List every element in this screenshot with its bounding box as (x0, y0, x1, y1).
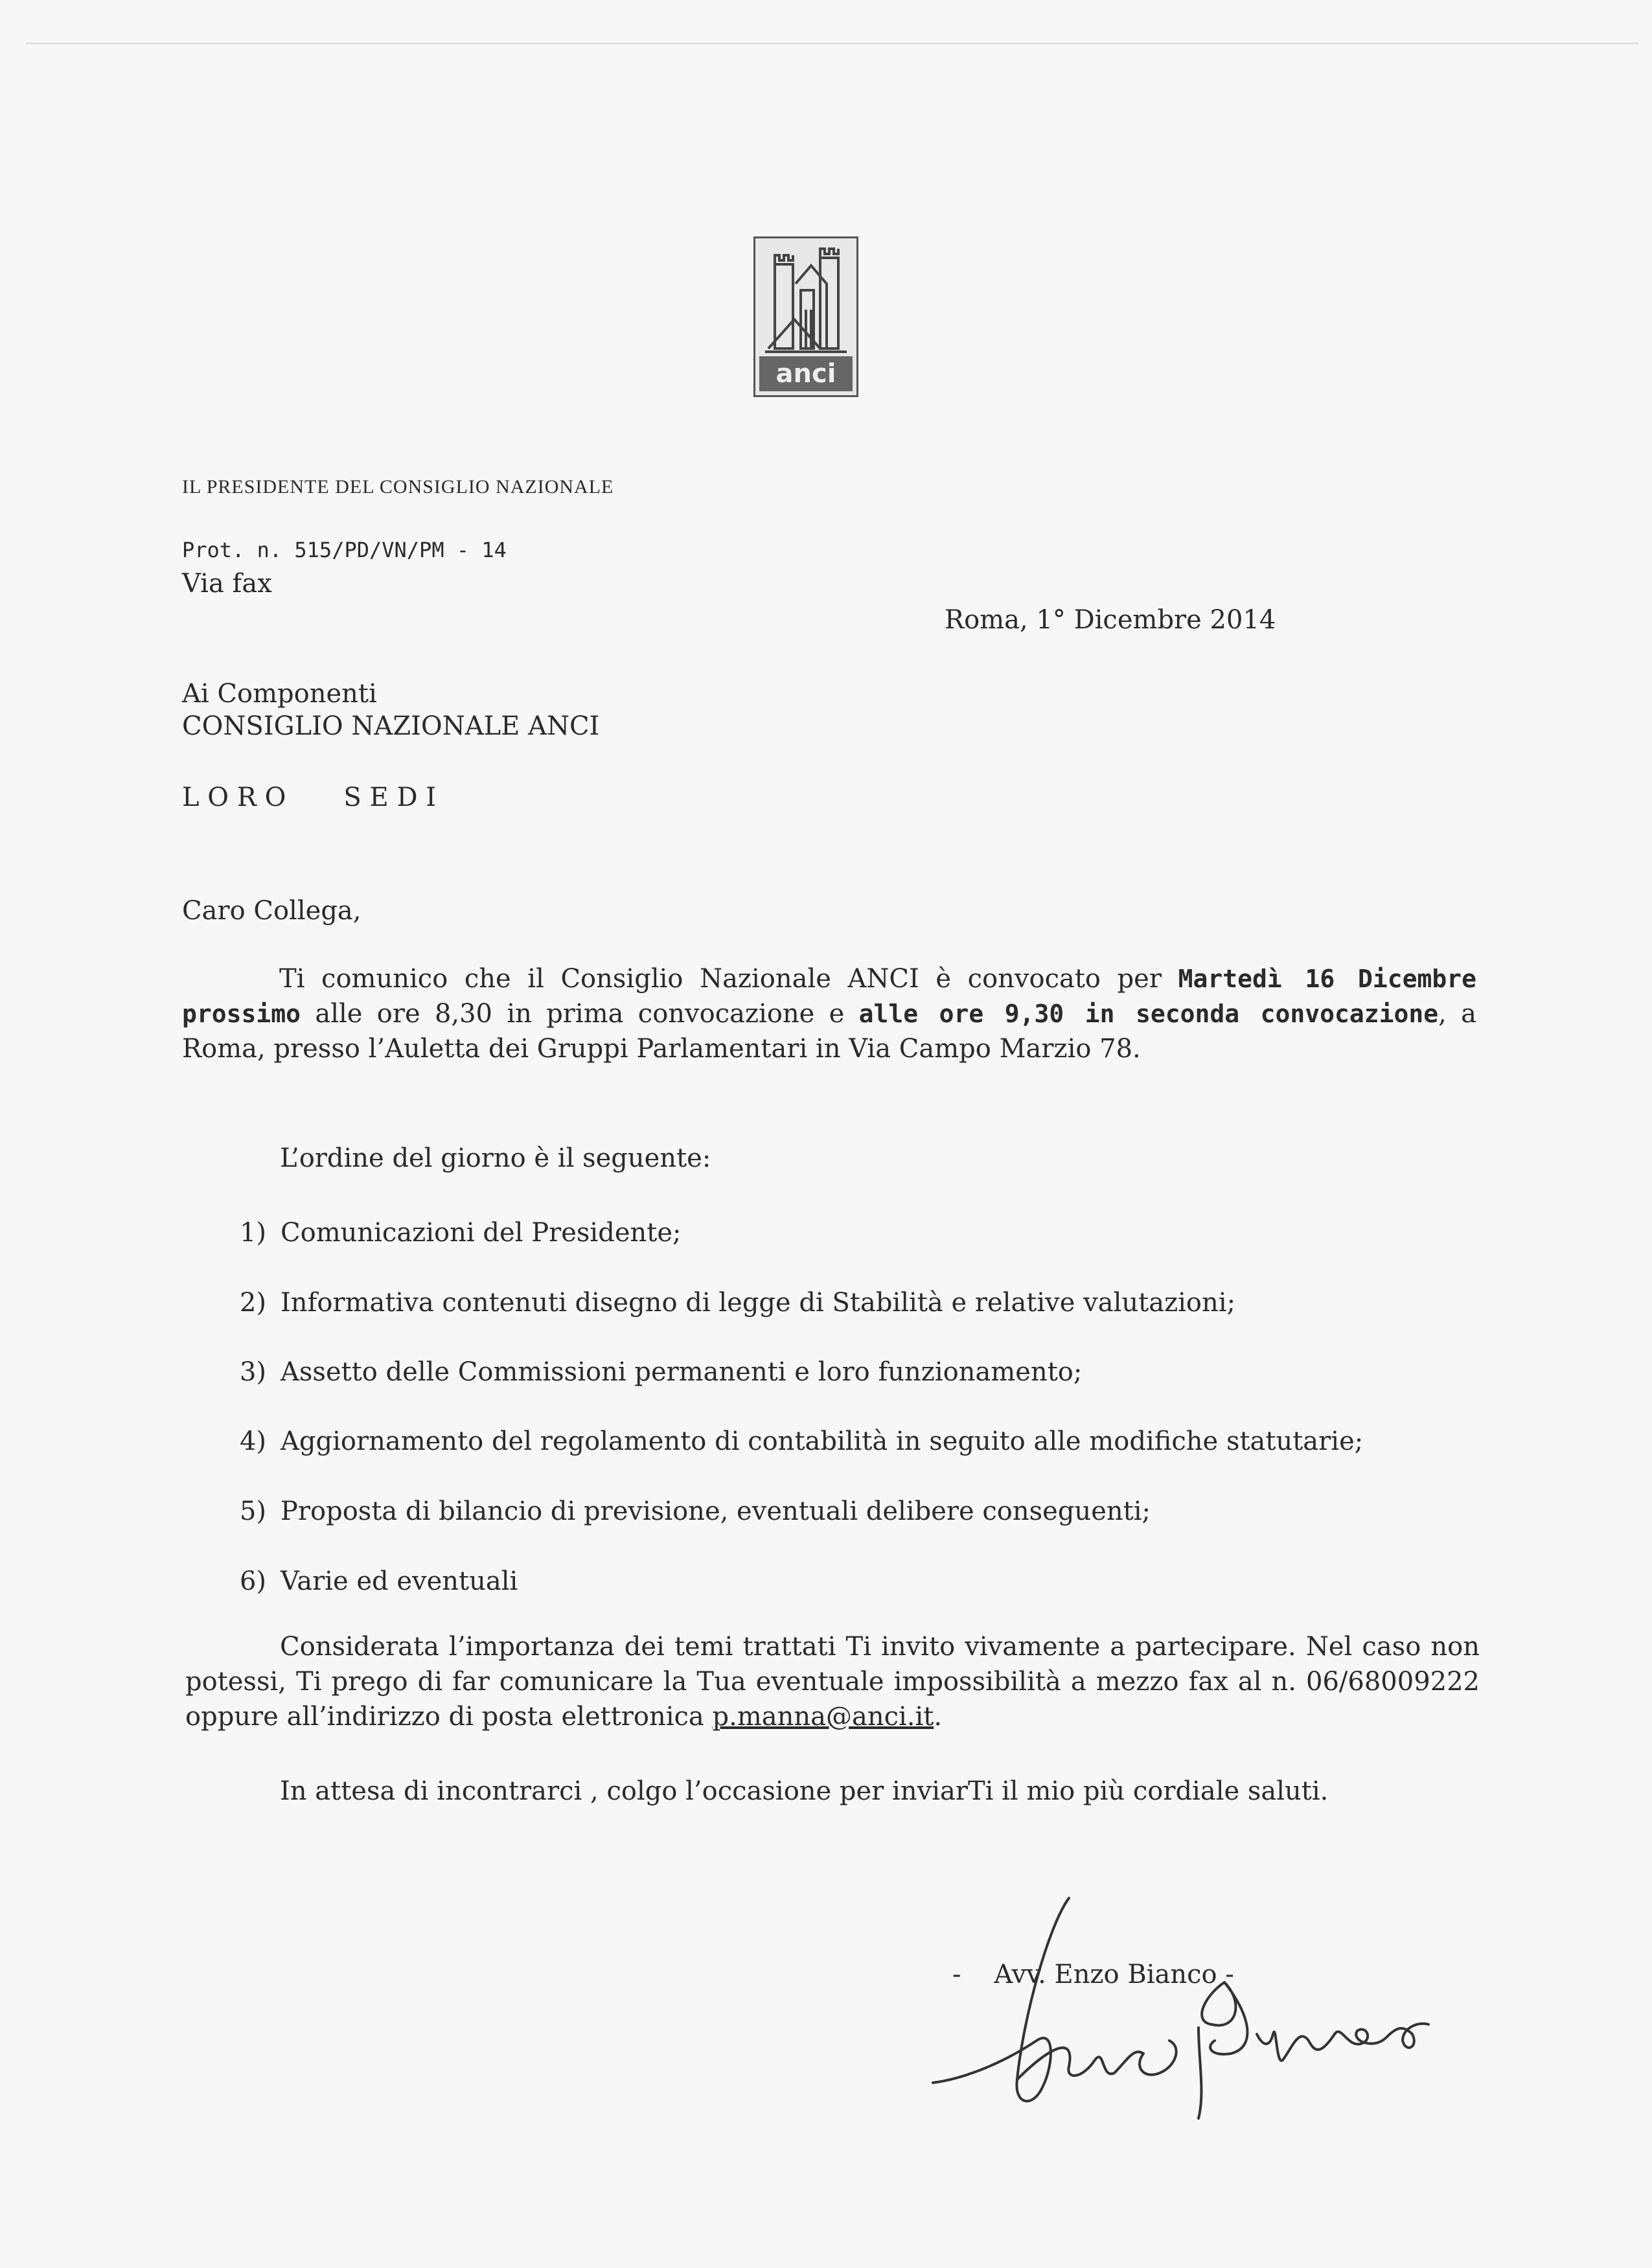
closing-line: In attesa di incontrarci , colgo l’occasione per inviarTi il mio più cordiale saluti. (280, 1776, 1329, 1806)
p2-text: Considerata l’importanza dei temi trattati Ti invito vivamente a partecipare. Nel caso non potessi, Ti prego di far comunicare la Tua eventuale impossibilità a mezzo fax al n. 06/68009222 oppure all’indirizzo di posta elettronica (185, 1632, 1480, 1732)
p1-time-bold: alle ore 9,30 in seconda convocazione (858, 1000, 1439, 1028)
paragraph-participation: Considerata l’importanza dei temi trattati Ti invito vivamente a partecipare. Nel caso non potessi, Ti prego di far comunicare la Tua eventuale impossibilità a mezzo fax al n. 06/68009222 oppure all’indirizzo di posta elettronica p.manna@anci.it. (185, 1632, 1480, 1732)
place-date: Roma, 1° Dicembre 2014 (945, 605, 1276, 635)
delivery-method: Via fax (182, 569, 272, 599)
agenda-item: 2) Informativa contenuti disegno di legge di Stabilità e relative valutazioni; (239, 1288, 1236, 1318)
addressee-line3: L O R O S E D I (182, 783, 437, 812)
agenda-intro: L’ordine del giorno è il seguente: (280, 1143, 711, 1173)
agenda-item: 1) Comunicazioni del Presidente; (239, 1218, 682, 1248)
addressee-line2: CONSIGLIO NAZIONALE ANCI (182, 711, 600, 741)
p1-date-bold: Martedì 16 Dicembre prossimo (182, 965, 1476, 1028)
office-title: IL PRESIDENTE DEL CONSIGLIO NAZIONALE (182, 476, 614, 498)
protocol-number: Prot. n. 515/PD/VN/PM - 14 (182, 538, 507, 562)
agenda-item: 3) Assetto delle Commissioni permanenti e loro funzionamento; (239, 1357, 1083, 1387)
email-link[interactable]: p.manna@anci.it (712, 1702, 934, 1732)
logo-text: anci (775, 359, 836, 389)
page-top-edge (26, 0, 1639, 44)
paragraph-convocation (182, 961, 1476, 1066)
handwritten-signature (920, 1885, 1503, 2157)
agenda-item: 6) Varie ed eventuali (239, 1566, 518, 1596)
p1-part-e: , a Roma, presso l’Auletta dei Gruppi Parlamentari in Via Campo Marzio 78. (182, 999, 1477, 1064)
p1-part-a: Ti comunico che il Consiglio Nazionale ANCI è convocato per (279, 964, 1178, 994)
signature-printed-name: - Avv. Enzo Bianco - (952, 1960, 1234, 1989)
addressee-line1: Ai Componenti (182, 679, 377, 709)
greeting: Caro Collega, (182, 896, 361, 926)
p1-part-c: alle ore 8,30 in prima convocazione e (301, 999, 859, 1029)
anci-logo (753, 236, 858, 397)
agenda-item: 4) Aggiornamento del regolamento di contabilità in seguito alle modifiche statutarie; (239, 1426, 1364, 1456)
agenda-item: 5) Proposta di bilancio di previsione, eventuali delibere conseguenti; (239, 1496, 1151, 1526)
